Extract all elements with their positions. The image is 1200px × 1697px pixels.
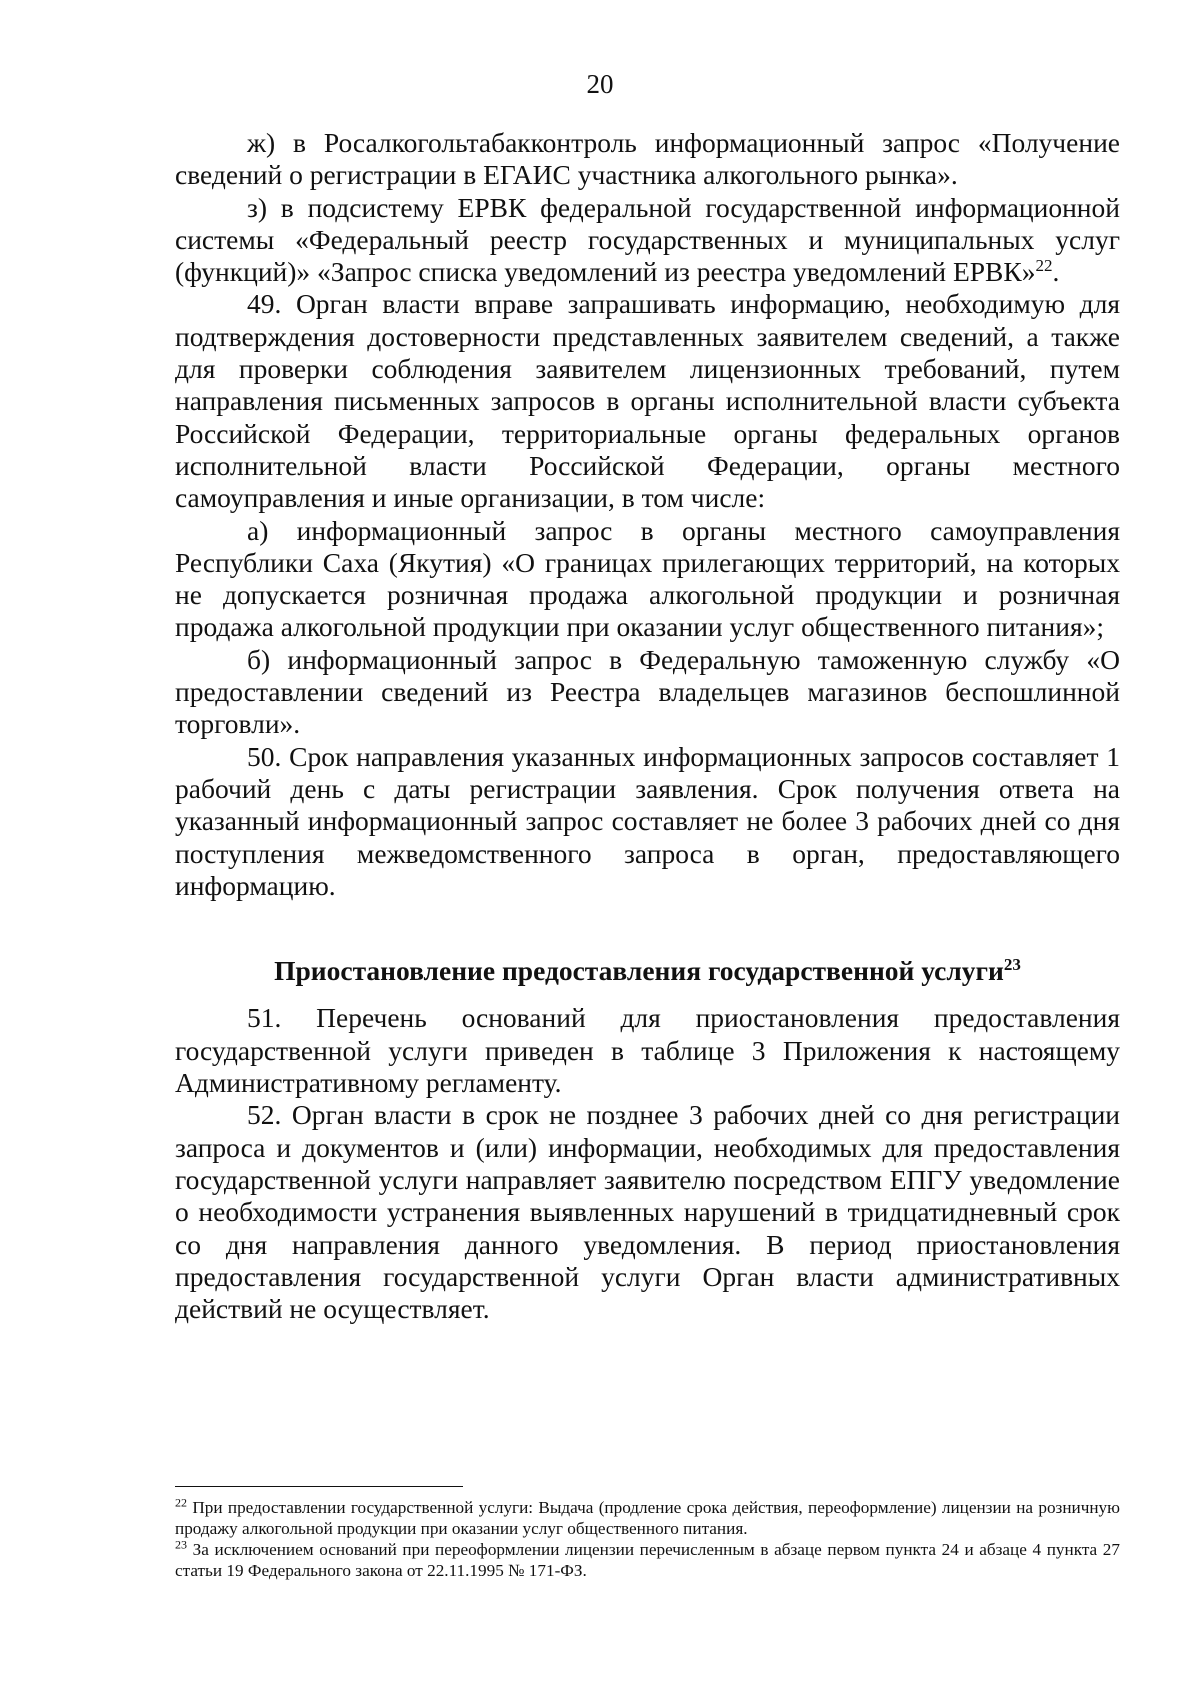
paragraph-50: 50. Срок направления указанных информационных запросов составляет 1 рабочий день с даты регистрации заявления. Срок получения ответа на указанный информационный запрос составляет не более 3 рабочих дней со дня поступления межведомственного запроса в орган, предоставляющего информацию. <box>175 740 1120 901</box>
paragraph-51: 51. Перечень оснований для приостановления предоставления государственной услуги приведен в таблице 3 Приложения к настоящему Административному регламенту. <box>175 1002 1120 1099</box>
paragraph-z <box>175 192 1120 289</box>
paragraph-z-end: . <box>1052 256 1060 288</box>
section-title <box>175 955 1120 987</box>
paragraph-zh: ж) в Росалкогольтабакконтроль информационный запрос «Получение сведений о регистрации в ЕГАИС участника алкогольного рынка». <box>175 127 1120 191</box>
document-body <box>175 127 1120 1325</box>
paragraph-z-text: з) в подсистему ЕРВК федеральной государственной информационной системы «Федеральный реестр государственных и муниципальных услуг (функций)» «Запрос списка уведомлений из реестра уведомлений ЕРВК» <box>175 191 1120 288</box>
section-title-text: Приостановление предоставления государственной услуги <box>274 955 1004 987</box>
paragraph-a: а) информационный запрос в органы местного самоуправления Республики Саха (Якутия) «О границах прилегающих территорий, на которых не допускается розничная продажа алкогольной продукции и розничная продажа алкогольной продукции при оказании услуг общественного питания»; <box>175 514 1120 643</box>
footnotes <box>175 1497 1120 1581</box>
footnote-23 <box>175 1539 1120 1581</box>
footnote-separator <box>175 1486 463 1487</box>
paragraph-49: 49. Орган власти вправе запрашивать информацию, необходимую для подтверждения достоверности представленных заявителем сведений, а также для проверки соблюдения заявителем лицензионных требований, путем направления письменных запросов в органы исполнительной власти субъекта Российской Федерации, территориальные органы федеральных органов исполнительной власти Российской Федерации, органы местного самоуправления и иные организации, в том числе: <box>175 288 1120 514</box>
footnote-number: 22 <box>175 1495 188 1510</box>
paragraph-b: б) информационный запрос в Федеральную таможенную службу «О предоставлении сведений из Реестра владельцев магазинов беспошлинной торговли». <box>175 643 1120 740</box>
footnote-text: За исключением оснований при переоформлении лицензии перечисленным в абзаце первом пункта 24 и абзаце 4 пункта 27 статьи 19 Федерального закона от 22.11.1995 № 171-ФЗ. <box>175 1540 1120 1580</box>
footnote-number: 23 <box>175 1537 188 1552</box>
footnote-ref-23: 23 <box>1003 954 1021 974</box>
footnote-ref-22: 22 <box>1035 256 1053 276</box>
page-number: 20 <box>586 69 614 99</box>
footnote-text: При предоставлении государственной услуги: Выдача (продление срока действия, переоформление) лицензии на розничную продажу алкогольной продукции при оказании услуг общественного питания. <box>175 1498 1120 1538</box>
paragraph-52: 52. Орган власти в срок не позднее 3 рабочих дней со дня регистрации запроса и документов и (или) информации, необходимых для предоставления государственной услуги направляет заявителю посредством ЕПГУ уведомление о необходимости устранения выявленных нарушений в тридцатидневный срок со дня направления данного уведомления. В период приостановления предоставления государственной услуги Орган власти административных действий не осуществляет. <box>175 1099 1120 1325</box>
footnote-22 <box>175 1497 1120 1539</box>
